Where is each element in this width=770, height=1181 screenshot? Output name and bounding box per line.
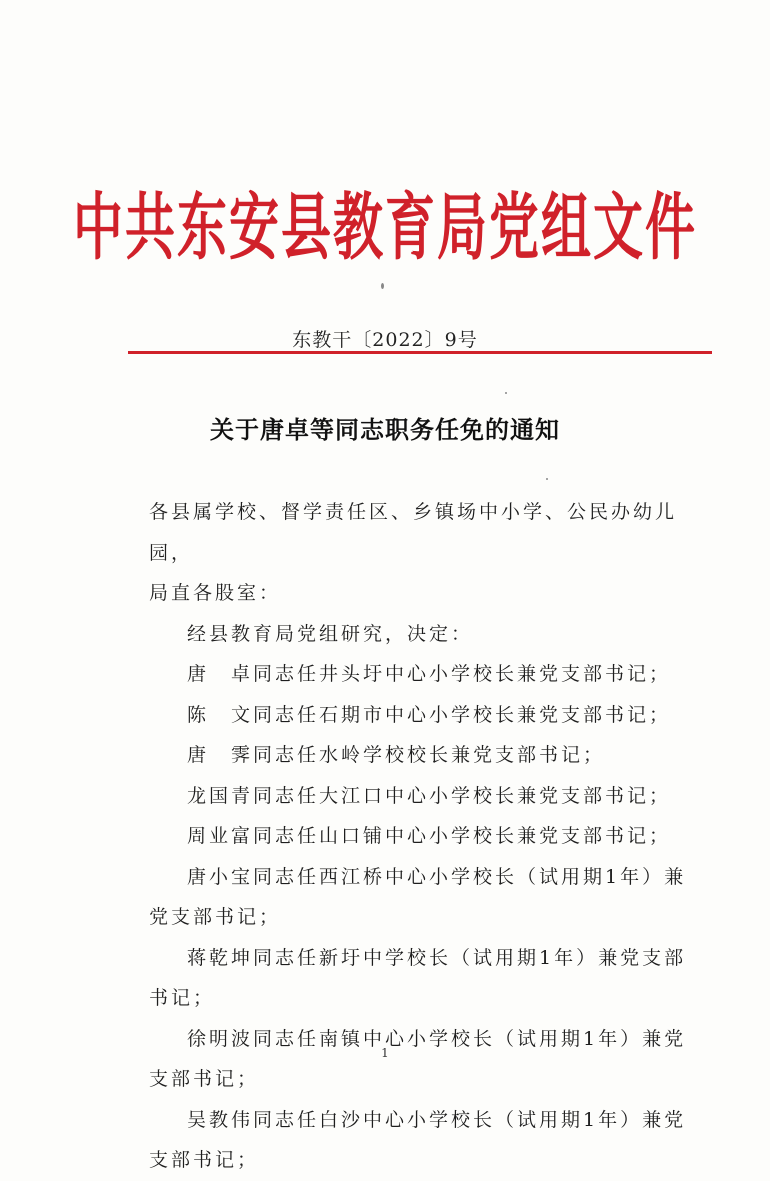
document-number: 东教干〔2022〕9号	[292, 329, 478, 351]
appointment-item: 周业富同志任山口铺中心小学校长兼党支部书记；	[187, 825, 672, 847]
document-body	[149, 492, 694, 1181]
scan-speck	[546, 478, 548, 480]
red-divider-line	[128, 351, 712, 354]
addressee-line: 各县属学校、督学责任区、乡镇场中小学、公民办幼儿园，	[149, 501, 678, 564]
page-number: 1	[381, 1046, 389, 1060]
scan-speck	[381, 283, 384, 289]
appointment-item: 唐 霁同志任水岭学校校长兼党支部书记；	[187, 744, 606, 766]
notice-title: 关于唐卓等同志职务任免的通知	[210, 415, 560, 444]
addressee-line: 局直各股室：	[149, 582, 282, 604]
intro-paragraph: 经县教育局党组研究，决定：	[187, 622, 474, 645]
appointment-item: 陈 文同志任石期市中心小学校长兼党支部书记；	[187, 703, 672, 726]
appointment-item: 吴教伟同志任白沙中心小学校长（试用期1年）兼党支部书记；	[149, 1108, 687, 1171]
appointment-item: 龙国青同志任大江口中心小学校长兼党支部书记；	[187, 784, 672, 807]
appointment-item: 唐 卓同志任井头圩中心小学校长兼党支部书记；	[187, 663, 672, 685]
appointment-item: 蒋乾坤同志任新圩中学校长（试用期1年）兼党支部书记；	[149, 946, 687, 1009]
appointment-item: 徐明波同志任南镇中心小学校长（试用期1年）兼党支部书记；	[149, 1027, 687, 1090]
appointment-item: 唐小宝同志任西江桥中心小学校长（试用期1年）兼党支部书记；	[149, 865, 687, 928]
scan-speck	[505, 392, 507, 394]
document-header-title: 中共东安县教育局党组文件	[73, 184, 697, 271]
